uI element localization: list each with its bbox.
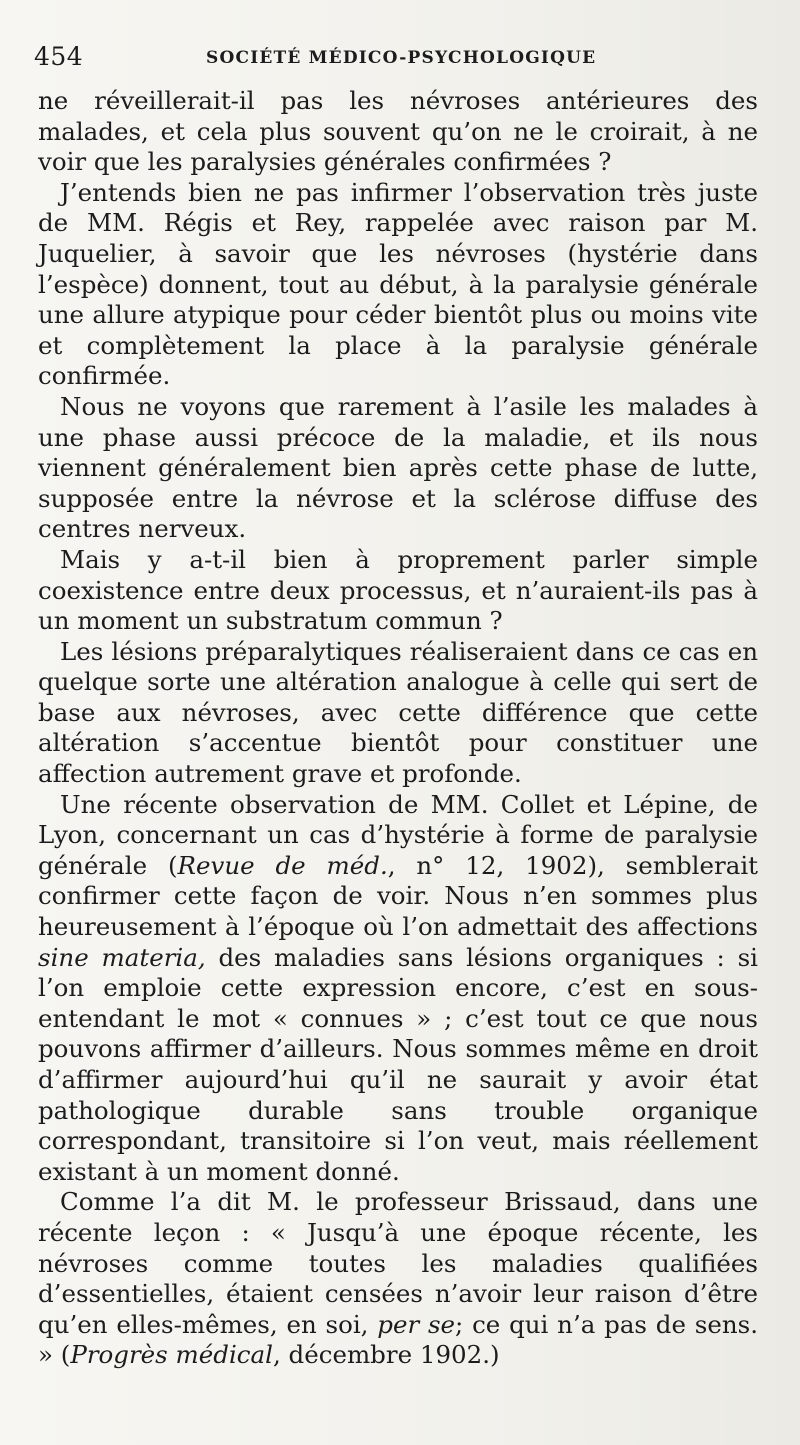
page-number: 454 — [34, 42, 84, 71]
page-header — [30, 38, 750, 78]
paragraph: Comme l’a dit M. le professeur Brissaud, dans une récente leçon : « Jusqu’à une époque récente, les névroses comme toutes les maladies qualifiées d’essentielles, étaient censées n’avoir leur raison d’être qu’en elles-mêmes, en soi, per se; ce qui n’a pas de sens. » (Progrès médical, décembre 1902.) — [38, 1187, 758, 1370]
latin-term: sine materia, — [38, 942, 206, 972]
paragraph: Mais y a-t-il bien à proprement parler simple coexistence entre deux processus, et n’auraient-ils pas à un moment un substratum commun ? — [38, 544, 758, 636]
body-text — [38, 86, 758, 1371]
paragraph: ne réveillerait-il pas les névroses antérieures des malades, et cela plus souvent qu’on ne le croirait, à ne voir que les paralysies générales confirmées ? — [38, 86, 758, 177]
paragraph: Les lésions préparalytiques réaliseraient dans ce cas en quelque sorte une altération analogue à celle qui sert de base aux névroses, avec cette différence que cette altération s’accentue bientôt pour constituer une affection autrement grave et profonde. — [38, 636, 758, 789]
journal-title: Revue de méd. — [177, 850, 388, 880]
paragraph: Nous ne voyons que rarement à l’asile les malades à une phase aussi précoce de la maladie, et ils nous viennent généralement bien après cette phase de lutte, supposée entre la névrose et la sclérose diffuse des centres nerveux. — [38, 391, 758, 544]
journal-title: Progrès médical — [70, 1340, 273, 1370]
paragraph: J’entends bien ne pas infirmer l’observation très juste de MM. Régis et Rey, rappelée avec raison par M. Juquelier, à savoir que les névroses (hystérie dans l’espèce) donnent, tout au début, à la paralysie générale une allure atypique pour céder bientôt plus ou moins vite et complètement la place à la paralysie générale confirmée. — [38, 177, 758, 391]
running-head: SOCIÉTÉ MÉDICO-PSYCHOLOGIQUE — [206, 48, 597, 68]
latin-term: per se — [377, 1309, 456, 1339]
paragraph: Une récente observation de MM. Collet et Lépine, de Lyon, concernant un cas d’hystérie à forme de paralysie générale (Revue de méd., n° 12, 1902), semblerait confirmer cette façon de voir. Nous n’en sommes plus heureusement à l’époque où l’on admettait des affections sine materia, des maladies sans lésions organiques : si l’on emploie cette expression encore, c’est en sous-entendant le mot « connues » ; c’est tout ce que nous pouvons affirmer d’ailleurs. Nous sommes même en droit d’affirmer aujourd’hui qu’il ne saurait y avoir état pathologique durable sans trouble organique correspondant, transitoire si l’on veut, mais réellement existant à un moment donné. — [38, 789, 758, 1186]
